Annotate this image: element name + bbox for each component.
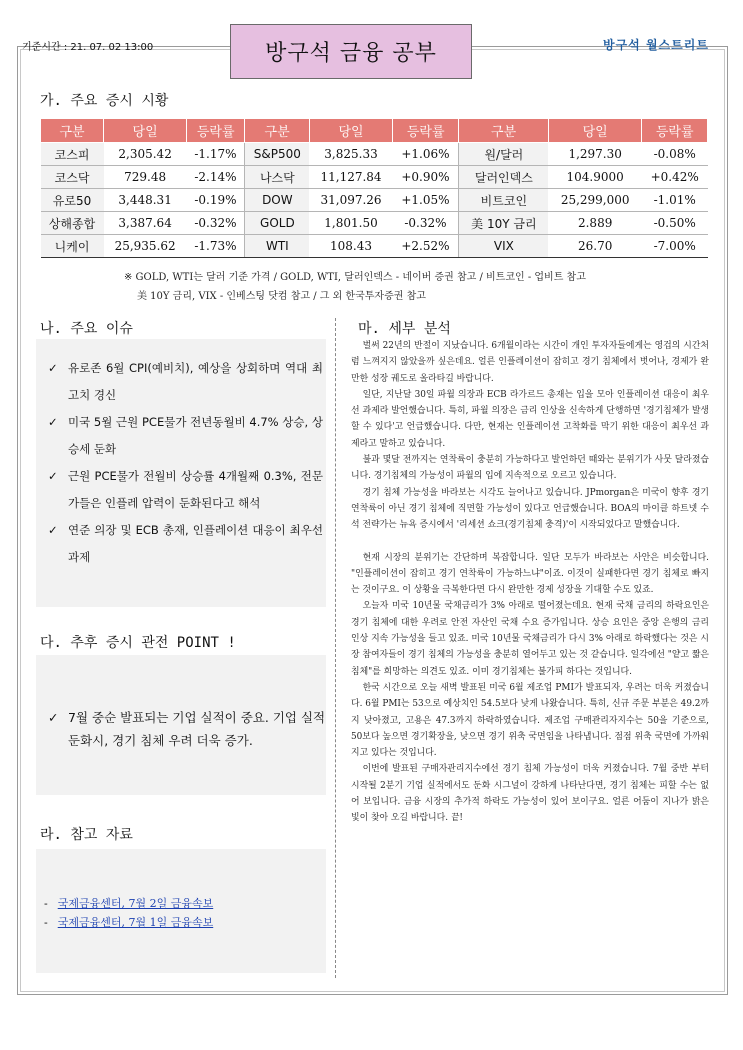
market-change-cell: +0.90% bbox=[393, 166, 459, 189]
market-change-cell: -1.17% bbox=[187, 143, 245, 166]
analysis-paragraph: 한국 시간으로 오늘 새벽 발표된 미국 6월 제조업 PMI가 발표되자, 우려는 더욱 커졌습니다. 6월 PMI는 53으로 예상치인 54.5보다 낮게 나왔습니다. 특히, 신규 주문 부분은 49.2까지 낮아졌고, 고용은 47.3까지 하락하였습니다. 제조업 구매관리자지수는 50을 기준으로, 50보다 높으면 경기확장을, 낮으면 경기 위축 국면임을 나타냅니다. 점점 위축 국면에 가까워지고 있다는 것입니다. bbox=[351, 682, 709, 759]
market-value-cell: 26.70 bbox=[548, 235, 641, 258]
check-icon: ✓ bbox=[48, 523, 58, 537]
col-header: 당일 bbox=[309, 119, 392, 143]
section-title-reference: 라. 참고 자료 bbox=[40, 827, 133, 843]
issue-text: 유로존 6월 CPI(예비치), 예상을 상회하며 역대 최고치 경신 bbox=[68, 361, 323, 402]
source-note-2: 美 10Y 금리, VIX - 인베스팅 닷컴 참고 / 그 외 한국투자증권 참고 bbox=[137, 291, 426, 302]
analysis-paragraph: 이번에 발표된 구매자관리지수에선 경기 침체 가능성이 더욱 커졌습니다. 7월 중반 부터 시작될 2분기 기업 실적에서도 둔화 시그널이 강하게 나타난다면, 경기 침체는 피할 수는 없어 보입니다. 금융 시장의 추가적 하락도 가능성이 있어 보이구요. 얼른 어둠이 지나가 밝은 빛이 찾아 오길 바랍니다. 끝! bbox=[351, 764, 709, 824]
issue-text: 근원 PCE물가 전월비 상승률 4개월째 0.3%, 전문가들은 인플레 압력이 둔화된다고 해석 bbox=[68, 469, 323, 510]
market-change-cell: -0.19% bbox=[187, 189, 245, 212]
market-value-cell: 25,299,000 bbox=[548, 189, 641, 212]
market-name-cell: DOW bbox=[245, 189, 310, 212]
reference-item bbox=[44, 895, 213, 911]
issue-item bbox=[48, 517, 323, 571]
analysis-paragraph: 현재 시장의 분위기는 간단하며 복잡합니다. 일단 모두가 바라보는 사안은 비슷합니다. "인플레이션이 잡히고 경기 연착륙이 가능하느냐"이죠. 이것이 실패한다면 경기 침체로 빠지는 것이구요. 이 상황을 극복한다면 다시 완만한 경제 성장을 기대할 수도 있죠. bbox=[351, 552, 709, 596]
page-title: 방구석 금융 공부 bbox=[230, 24, 472, 79]
check-icon: ✓ bbox=[48, 469, 58, 483]
market-value-cell: 31,097.26 bbox=[309, 189, 392, 212]
col-header: 구분 bbox=[41, 119, 104, 143]
outlook-text: 7월 중순 발표되는 기업 실적이 중요. 기업 실적 둔화시, 경기 침체 우려 더욱 증가. bbox=[68, 710, 326, 748]
col-header: 등락률 bbox=[393, 119, 459, 143]
market-name-cell: GOLD bbox=[245, 212, 310, 235]
market-name-cell: 상해종합 bbox=[41, 212, 104, 235]
reference-link[interactable]: 국제금융센터, 7월 1일 금융속보 bbox=[57, 916, 214, 929]
analysis-paragraph: 경기 침체 가능성을 바라보는 시각도 늘어나고 있습니다. JPmorgan은 미국이 향후 경기 연착륙이 아닌 경기 침체에 직면할 가능성이 있다고 언급했습니다. BOA의 마이클 하트넷 수석 전략가는 뉴욕 증시에서 '리세션 쇼크(경기침체 충격)'이 시작되었다고 말했습니다. bbox=[351, 487, 709, 531]
col-header: 구분 bbox=[459, 119, 549, 143]
market-value-cell: 2,305.42 bbox=[104, 143, 187, 166]
market-value-cell: 11,127.84 bbox=[309, 166, 392, 189]
market-name-cell: 비트코인 bbox=[459, 189, 549, 212]
check-icon: ✓ bbox=[48, 361, 58, 375]
analysis-paragraph: 오늘자 미국 10년물 국채금리가 3% 아래로 떨어졌는데요. 현재 국채 금리의 하락요인은 경기 침체에 대한 우려로 안전 자산인 국채 수요 증가입니다. 상승 요인은 중앙 은행의 금리 인상 지속 가능성을 들고 있죠. 미국 10년물 국채금리가 다시 3% 아래로 하락했다는 것은 시장 참여자들이 경기 침체의 가능성을 충분히 열어두고 있는 것 같습니다. 일각에선 "얕고 짧은 침체"를 희망하는 의견도 있죠. 이미 경기침체는 불가피 하다는 것입니다. bbox=[351, 601, 709, 677]
dash-icon: - bbox=[44, 897, 48, 910]
market-change-cell: -0.32% bbox=[393, 212, 459, 235]
analysis-paragraph: 일단, 지난달 30일 파월 의장과 ECB 라가르드 총재는 입을 모아 인플레이션 대응이 최우선 과제라 발언했습니다. 특히, 파월 의장은 금리 인상을 신속하게 단행하면 '경기침체가 발생할 수 있다'고 언급했습니다. 다만, 현재는 인플레이션 고착화를 막기 위한 대응이 최우선 과제라고 말하고 있습니다. bbox=[351, 389, 709, 449]
col-header: 당일 bbox=[104, 119, 187, 143]
table-row bbox=[41, 212, 708, 235]
market-value-cell: 25,935.62 bbox=[104, 235, 187, 258]
market-value-cell: 1,297.30 bbox=[548, 143, 641, 166]
market-value-cell: 2.889 bbox=[548, 212, 641, 235]
market-change-cell: -0.32% bbox=[187, 212, 245, 235]
market-name-cell: 나스닥 bbox=[245, 166, 310, 189]
market-name-cell: 원/달러 bbox=[459, 143, 549, 166]
market-name-cell: 유로50 bbox=[41, 189, 104, 212]
analysis-paragraph: 벌써 22년의 반절이 지났습니다. 6개월이라는 시간이 개인 투자자들에게는 영겁의 시간처럼 느껴지지 않았을까 싶은데요. 얼른 인플레이션이 잡히고 경기 침체에서 벗어나, 경제가 완만한 성장 궤도로 올라타길 바랍니다. bbox=[351, 341, 709, 384]
market-value-cell: 729.48 bbox=[104, 166, 187, 189]
market-value-cell: 3,825.33 bbox=[309, 143, 392, 166]
section-title-market: 가. 주요 증시 시황 bbox=[40, 93, 169, 109]
reference-box bbox=[36, 849, 326, 973]
section-title-issues: 나. 주요 이슈 bbox=[40, 321, 133, 337]
check-icon: ✓ bbox=[48, 415, 58, 429]
market-value-cell: 104.9000 bbox=[548, 166, 641, 189]
analysis-paragraph: 불과 몇달 전까지는 연착륙이 충분히 가능하다고 발언하던 때와는 분위기가 사뭇 달라졌습니다. 경기침체의 가능성이 파월의 입에 지속적으로 오르고 있습니다. bbox=[351, 455, 709, 482]
issue-item bbox=[48, 355, 323, 409]
section-title-outlook: 다. 추후 증시 관전 POINT ! bbox=[40, 635, 236, 651]
market-name-cell: 코스닥 bbox=[41, 166, 104, 189]
market-change-cell: -2.14% bbox=[187, 166, 245, 189]
market-value-cell: 3,387.64 bbox=[104, 212, 187, 235]
market-table bbox=[40, 118, 708, 258]
brand-logo: 방구석 월스트리트 bbox=[603, 38, 709, 52]
market-change-cell: -1.73% bbox=[187, 235, 245, 258]
issue-text: 미국 5월 근원 PCE물가 전년동월비 4.7% 상승, 상승세 둔화 bbox=[68, 415, 323, 456]
market-name-cell: VIX bbox=[459, 235, 549, 258]
analysis-body bbox=[351, 338, 709, 827]
col-header: 등락률 bbox=[187, 119, 245, 143]
col-header: 등락률 bbox=[642, 119, 708, 143]
source-note-1: ※ GOLD, WTI는 달러 기준 가격 / GOLD, WTI, 달러인덱스 - 네이버 증권 참고 / 비트코인 - 업비트 참고 bbox=[124, 272, 586, 283]
column-divider bbox=[335, 318, 336, 978]
table-row bbox=[41, 166, 708, 189]
market-name-cell: 니케이 bbox=[41, 235, 104, 258]
market-change-cell: +2.52% bbox=[393, 235, 459, 258]
table-row bbox=[41, 235, 708, 258]
reference-time: 기준시간 : 21. 07. 02 13:00 bbox=[22, 42, 154, 53]
issue-item bbox=[48, 463, 323, 517]
market-value-cell: 1,801.50 bbox=[309, 212, 392, 235]
check-icon: ✓ bbox=[48, 710, 59, 725]
market-table-header bbox=[41, 119, 708, 143]
market-value-cell: 3,448.31 bbox=[104, 189, 187, 212]
reference-item bbox=[44, 914, 213, 930]
market-change-cell: +1.06% bbox=[393, 143, 459, 166]
market-change-cell: -7.00% bbox=[642, 235, 708, 258]
dash-icon: - bbox=[44, 916, 48, 929]
market-name-cell: S&P500 bbox=[245, 143, 310, 166]
table-row bbox=[41, 189, 708, 212]
market-name-cell: 美 10Y 금리 bbox=[459, 212, 549, 235]
section-title-analysis: 마. 세부 분석 bbox=[358, 321, 451, 337]
issue-text: 연준 의장 및 ECB 총재, 인플레이션 대응이 최우선 과제 bbox=[68, 523, 323, 564]
table-row bbox=[41, 143, 708, 166]
market-name-cell: 달러인덱스 bbox=[459, 166, 549, 189]
issue-item bbox=[48, 409, 323, 463]
market-name-cell: 코스피 bbox=[41, 143, 104, 166]
market-change-cell: +0.42% bbox=[642, 166, 708, 189]
market-change-cell: -0.50% bbox=[642, 212, 708, 235]
issue-list bbox=[48, 355, 323, 571]
market-change-cell: +1.05% bbox=[393, 189, 459, 212]
market-value-cell: 108.43 bbox=[309, 235, 392, 258]
market-name-cell: WTI bbox=[245, 235, 310, 258]
reference-link[interactable]: 국제금융센터, 7월 2일 금융속보 bbox=[57, 897, 214, 910]
market-change-cell: -0.08% bbox=[642, 143, 708, 166]
market-change-cell: -1.01% bbox=[642, 189, 708, 212]
col-header: 당일 bbox=[548, 119, 641, 143]
outlook-point bbox=[48, 706, 328, 752]
col-header: 구분 bbox=[245, 119, 310, 143]
